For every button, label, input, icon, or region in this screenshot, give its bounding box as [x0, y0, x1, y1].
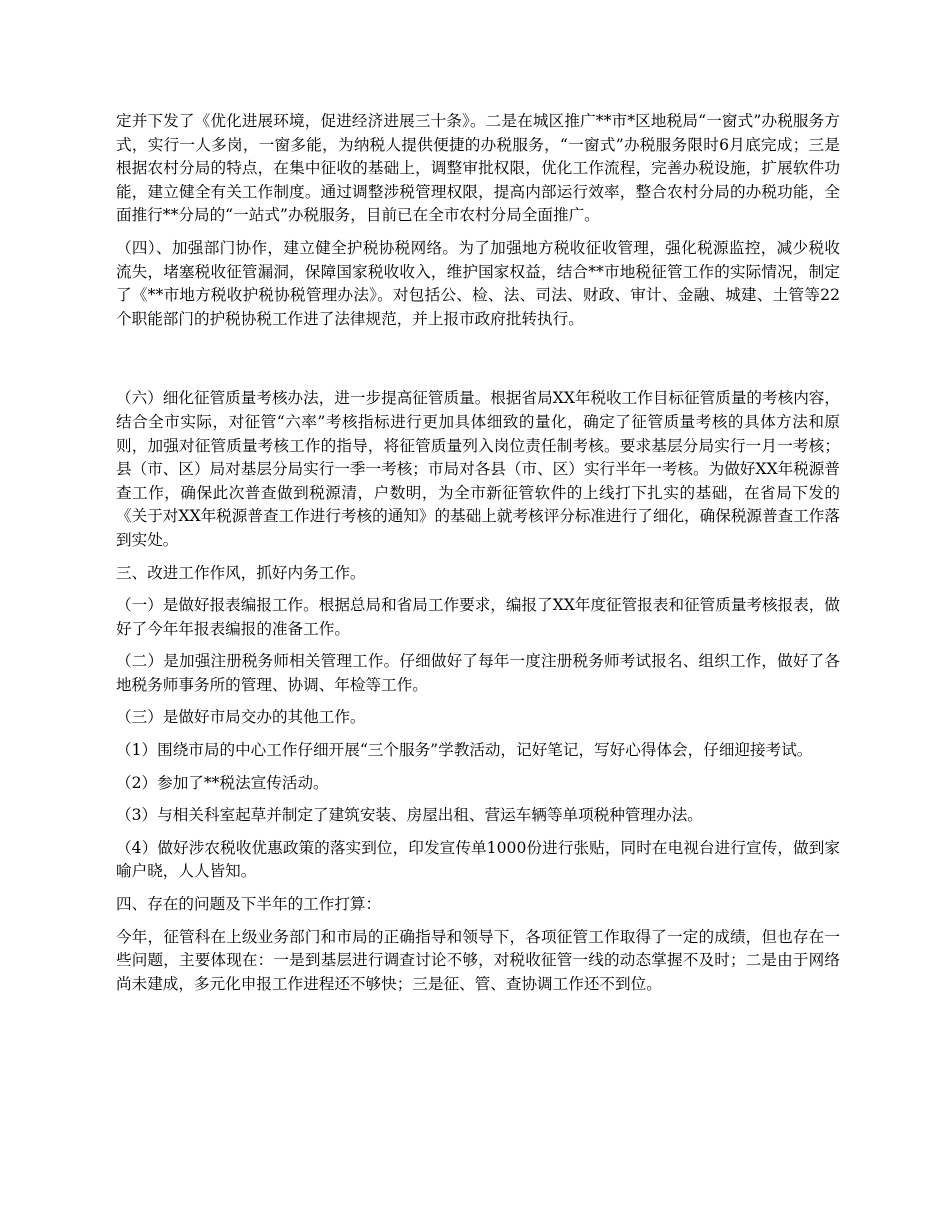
- paragraph-report-compilation: （一）是做好报表编报工作。根据总局和省局工作要求，编报了XX年度征管报表和征管质量考核报表，做好了今年年报表编报的准备工作。: [116, 596, 840, 638]
- section-heading-work-style: 三、改进工作作风，抓好内务工作。: [116, 563, 366, 582]
- paragraph-quality-assessment: （六）细化征管质量考核办法，进一步提高征管质量。根据省局XX年税收工作目标征管质量的考核内容，结合全市实际，对征管“六率”考核指标进行更加具体细致的量化，确定了征管质量考核的具体方法和原则，加强对征管质量考核工作的指导，将征管质量列入岗位责任制考核。要求基层分局实行一月一考核；县（市、区）局对基层分局实行一季一考核；市局对各县（市、区）实行半年一考核。为做好XX年税源普查工作，确保此次普查做到税源清，户数明，为全市新征管软件的上线打下扎实的基础，在省局下发的《关于对XX年税源普查工作进行考核的通知》的基础上就考核评分标准进行了细化，确保税源普查工作落到实处。: [116, 389, 840, 549]
- paragraph-problems-summary: 今年，征管科在上级业务部门和市局的正确指导和领导下，各项征管工作取得了一定的成绩，但也存在一些问题，主要体现在：一是到基层进行调查讨论不够，对税收征管一线的动态掌握不及时；二是由于网络尚未建成，多元化申报工作进程还不够快；三是征、管、查协调工作还不到位。: [116, 927, 840, 993]
- list-item-2: （2）参加了**税法宣传活动。: [116, 773, 329, 792]
- section-heading-problems: 四、存在的问题及下半年的工作打算：: [116, 895, 382, 914]
- list-item-1: （1）围绕市局的中心工作仔细开展“三个服务”学教活动，记好笔记，写好心得体会，仔细迎接考试。: [116, 741, 813, 760]
- paragraph-other-tasks: （三）是做好市局交办的其他工作。: [116, 708, 366, 727]
- paragraph-tax-service-reform: 定并下发了《优化进展环境，促进经济进展三十条》。二是在城区推广**市*区地税局“一窗式”办税服务方式，实行一人多岗，一窗多能，为纳税人提供便捷的办税服务，“一窗式”办税服务限时6月底完成；三是根据农村分局的特点，在集中征收的基础上，调整审批权限，优化工作流程，完善办税设施，扩展软件功能，建立健全有关工作制度。通过调整涉税管理权限，提高内部运行效率，整合农村分局的办税功能，全面推行**分局的“一站式”办税服务，目前已在全市农村分局全面推广。: [116, 112, 840, 225]
- blank-gap: [116, 340, 840, 387]
- list-item-3: （3）与相关科室起草并制定了建筑安装、房屋出租、营运车辆等单项税种管理办法。: [116, 806, 703, 825]
- list-item-4: （4）做好涉农税收优惠政策的落实到位，印发宣传单1000份进行张贴，同时在电视台进行宣传，做到家喻户晓，人人皆知。: [116, 838, 840, 881]
- document-page: [116, 110, 840, 1005]
- paragraph-department-cooperation: （四）、加强部门协作，建立健全护税协税网络。为了加强地方税收征收管理，强化税源监控，减少税收流失，堵塞税收征管漏洞，保障国家税收收入，维护国家权益，结合**市地税征管工作的实际情况，制定了《**市地方税收护税协税管理办法》。对包括公、检、法、司法、财政、审计、金融、城建、土管等22个职能部门的护税协税工作进了法律规范，并上报市政府批转执行。: [116, 238, 840, 328]
- paragraph-tax-agent-management: （二）是加强注册税务师相关管理工作。仔细做好了每年一度注册税务师考试报名、组织工作，做好了各地税务师事务所的管理、协调、年检等工作。: [116, 652, 840, 694]
